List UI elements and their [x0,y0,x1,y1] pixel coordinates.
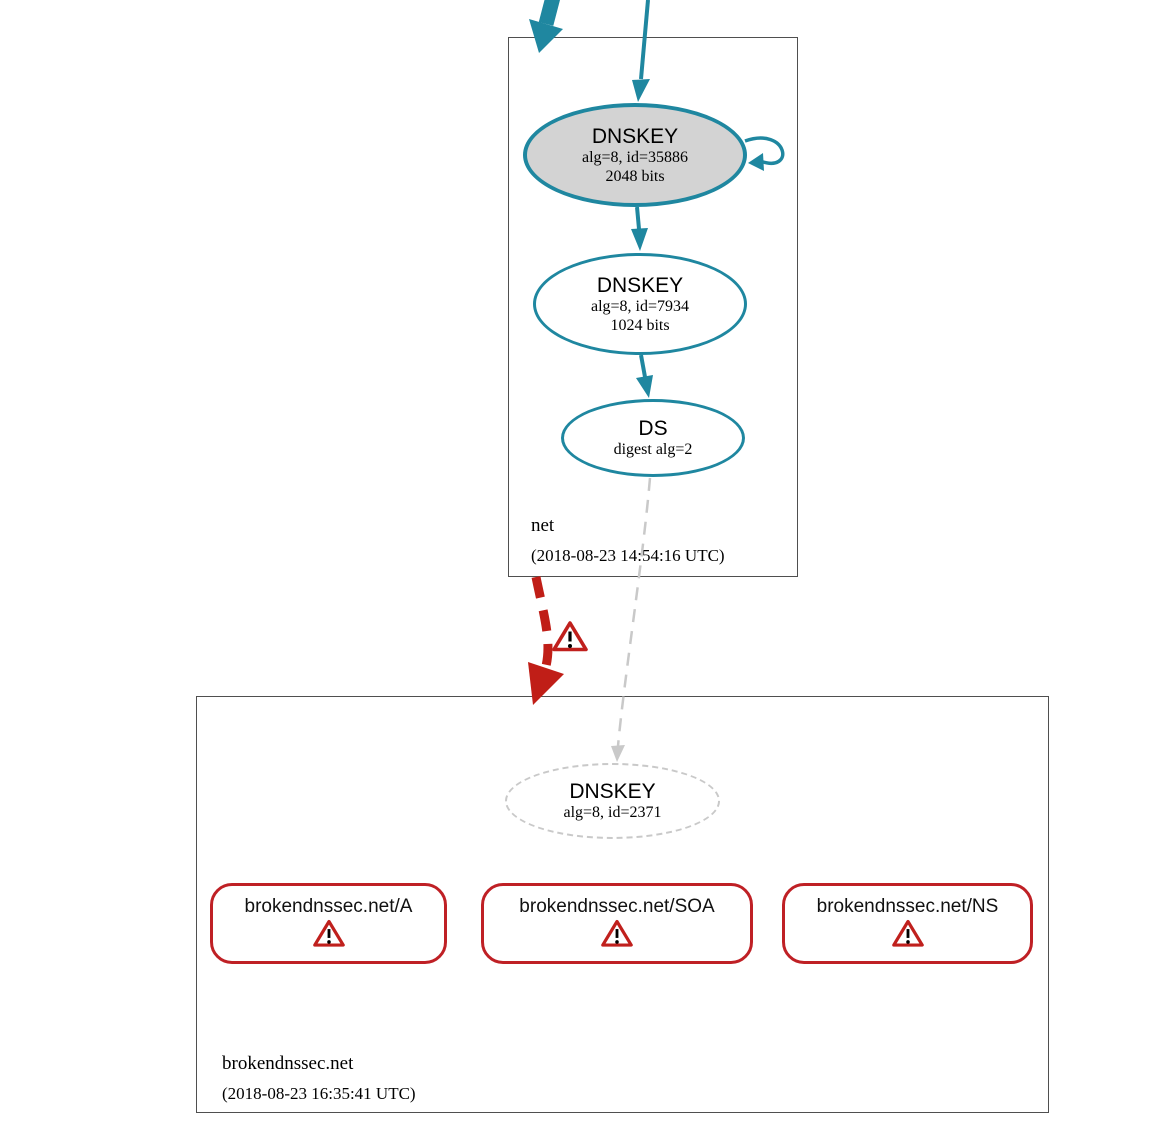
node-dnskey-zsk-net[interactable] [533,253,747,355]
warning-triangle-icon [892,919,924,948]
node-dnskey-brokendnssec[interactable] [505,763,720,839]
rrset-label: brokendnssec.net/NS [816,896,999,917]
node-title: DNSKEY [569,780,656,803]
warning-triangle-icon [313,919,345,948]
rrset-brokendnssec-soa[interactable] [481,883,753,964]
node-title: DS [638,417,668,440]
warning-triangle-icon [601,919,633,948]
rrset-label: brokendnssec.net/SOA [519,896,715,917]
rrset-brokendnssec-ns[interactable] [782,883,1033,964]
node-dnskey-ksk-net[interactable] [523,103,747,207]
node-title: DNSKEY [596,273,684,297]
rrset-label: brokendnssec.net/A [244,896,413,917]
node-detail: alg=8, id=35886 [581,148,689,166]
warning-triangle-icon [552,620,588,658]
zone-name-net: net [531,515,555,536]
node-detail: digest alg=2 [613,441,693,458]
zone-name-brokendnssec: brokendnssec.net [222,1053,354,1074]
node-detail: alg=8, id=7934 [590,297,690,315]
node-bits: 1024 bits [610,316,670,334]
zone-timestamp-brokendnssec: (2018-08-23 16:35:41 UTC) [222,1084,416,1103]
node-ds-net[interactable] [561,399,745,477]
node-bits: 2048 bits [605,167,665,185]
rrset-brokendnssec-a[interactable] [210,883,447,964]
node-detail: alg=8, id=2371 [563,804,662,821]
node-title: DNSKEY [591,124,679,148]
zone-timestamp-net: (2018-08-23 14:54:16 UTC) [531,546,725,565]
